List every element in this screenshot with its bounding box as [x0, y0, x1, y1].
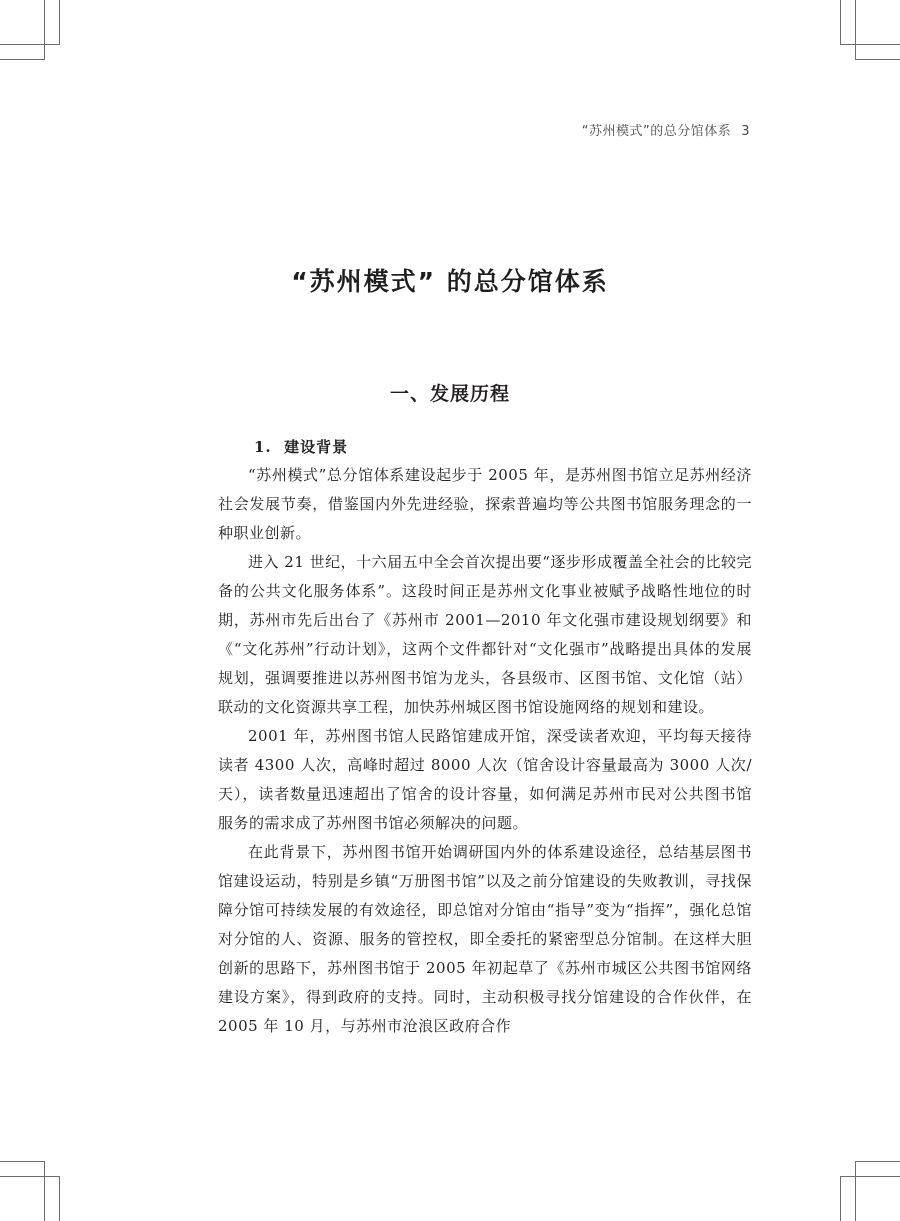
crop-mark-bottom-left-horizontal — [0, 1176, 60, 1177]
crop-mark-bottom-left-vertical — [44, 1161, 45, 1221]
crop-mark-top-right-horizontal — [840, 44, 900, 45]
crop-mark-top-right-inner-horizontal — [855, 59, 900, 60]
crop-mark-top-left-horizontal — [0, 44, 60, 45]
crop-mark-top-right-inner-vertical — [840, 0, 841, 45]
crop-mark-top-left-inner-vertical — [59, 0, 60, 45]
paragraph: 在此背景下，苏州图书馆开始调研国内外的体系建设途径，总结基层图书馆建设运动，特别是乡镇“万册图书馆”以及之前分馆建设的失败教训，寻找保障分馆可持续发展的有效途径，即总馆对分馆由“指导”变为“指挥”，强化总馆对分馆的人、资源、服务的管控权，即全委托的紧密型总分馆制。在这样大胆创新的思路下，苏州图书馆于 2005 年初起草了《苏州市城区公共图书馆网络建设方案》，得到政府的支持。同时，主动积极寻找分馆建设的合作伙伴，在 2005 年 10 月，与苏州市沧浪区政府合作 — [218, 843, 752, 1035]
paragraph: 进入 21 世纪，十六届五中全会首次提出要“逐步形成覆盖全社会的比较完备的公共文化服务体系”。这段时间正是苏州文化事业被赋予战略性地位的时期，苏州市先后出台了《苏州市 2001—2010 年文化强市建设规划纲要》和《“文化苏州”行动计划》，这两个文件都针对“文化强市”战略提出具体的发展规划，强调要推进以苏州图书馆为龙头，各县级市、区图书馆、文化馆（站）联动的文化资源共享工程，加快苏州城区图书馆设施网络的规划和建设。 — [218, 553, 752, 716]
paragraph: 2001 年，苏州图书馆人民路馆建成开馆，深受读者欢迎，平均每天接待读者 4300 人次，高峰时超过 8000 人次（馆舍设计容量最高为 3000 人次/天），读者数量迅速超出了馆舍的设计容量，如何满足苏州市民对公共图书馆服务的需求成了苏州图书馆必须解决的问题。 — [218, 727, 752, 832]
body-text — [218, 461, 752, 1041]
crop-mark-bottom-right-inner-vertical — [840, 1176, 841, 1221]
paragraph: “苏州模式”总分馆体系建设起步于 2005 年，是苏州图书馆立足苏州经济社会发展节奏，借鉴国内外先进经验，探索普遍均等公共图书馆服务理念的一种职业创新。 — [218, 466, 752, 542]
section-title: 一、发展历程 — [389, 383, 510, 405]
chapter-title: “苏州模式” 的总分馆体系 — [291, 267, 609, 296]
running-head — [582, 120, 750, 139]
crop-mark-bottom-right-inner-horizontal — [855, 1161, 900, 1162]
running-head-title: “苏州模式”的总分馆体系 — [581, 124, 732, 139]
crop-mark-bottom-right-vertical — [855, 1161, 856, 1221]
crop-mark-top-right-vertical — [855, 0, 856, 60]
crop-mark-top-left-inner-horizontal — [0, 59, 45, 60]
subsection-label: 建设背景 — [284, 438, 349, 456]
crop-mark-bottom-left-inner-horizontal — [0, 1161, 45, 1162]
crop-mark-top-left-vertical — [44, 0, 45, 60]
subsection-number: 1. — [254, 438, 272, 456]
subsection-title — [254, 436, 348, 457]
page-number: 3 — [741, 124, 750, 139]
crop-mark-bottom-left-inner-vertical — [59, 1176, 60, 1221]
crop-mark-bottom-right-horizontal — [840, 1176, 900, 1177]
